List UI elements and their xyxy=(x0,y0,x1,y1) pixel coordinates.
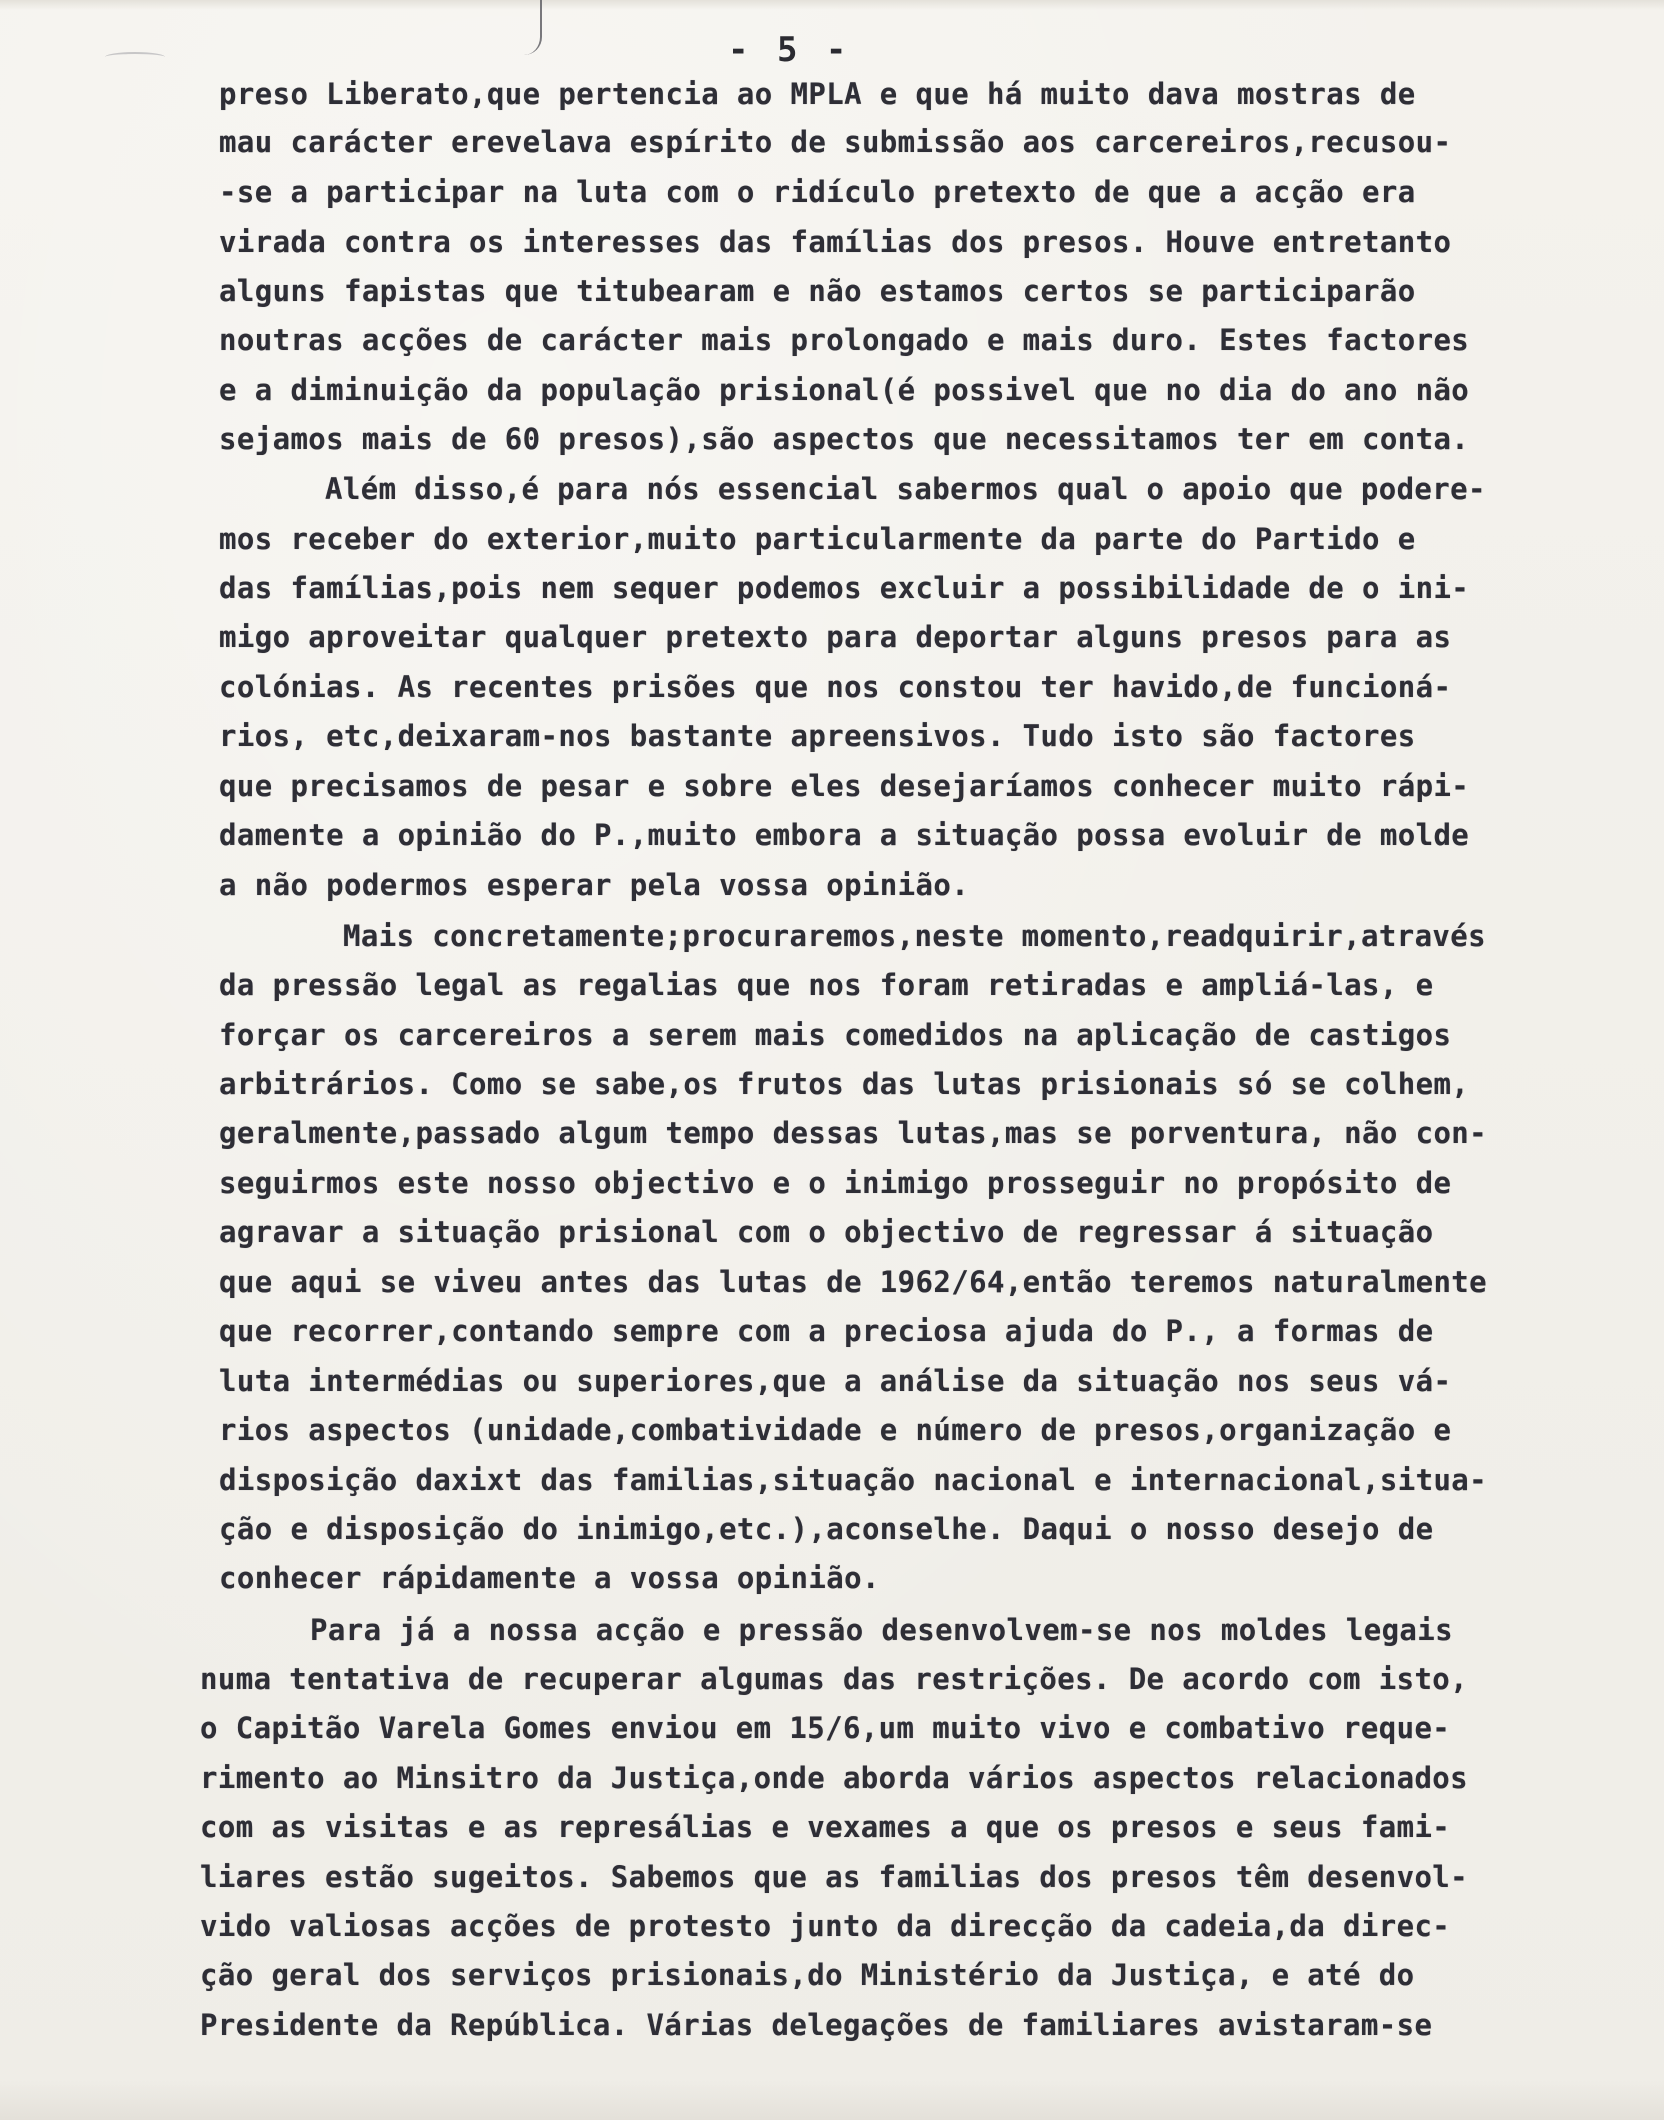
corner-smudge xyxy=(105,52,165,62)
text-line: colónias. As recentes prisões que nos constou ter havido,de funcioná- xyxy=(219,670,1452,704)
text-line: disposição daxixt das familias,situação nacional e internacional,situa- xyxy=(219,1463,1488,1497)
text-line: da pressão legal as regalias que nos foram retiradas e ampliá-las, e xyxy=(219,968,1434,1002)
text-line: liares estão sugeitos. Sabemos que as familias dos presos têm desenvol- xyxy=(200,1860,1469,1894)
text-line: seguirmos este nosso objectivo e o inimigo prosseguir no propósito de xyxy=(219,1166,1452,1200)
text-line: das famílias,pois nem sequer podemos excluir a possibilidade de o ini- xyxy=(219,571,1470,605)
text-line: Mais concretamente;procuraremos,neste momento,readquirir,através xyxy=(343,919,1487,953)
text-line: a não podermos esperar pela vossa opinião. xyxy=(219,868,970,902)
text-line: conhecer rápidamente a vossa opinião. xyxy=(219,1561,880,1595)
text-line: rios aspectos (unidade,combatividade e número de presos,organização e xyxy=(219,1413,1452,1447)
text-line: e a diminuição da população prisional(é possivel que no dia do ano não xyxy=(219,373,1470,407)
text-line: preso Liberato,que pertencia ao MPLA e que há muito dava mostras de xyxy=(219,77,1416,111)
text-line: que recorrer,contando sempre com a preciosa ajuda do P., a formas de xyxy=(219,1314,1434,1348)
text-line: geralmente,passado algum tempo dessas lutas,mas se porventura, não con- xyxy=(219,1116,1488,1150)
text-line: Além disso,é para nós essencial sabermos qual o apoio que podere- xyxy=(325,472,1486,506)
text-line: agravar a situação prisional com o objectivo de regressar á situação xyxy=(219,1215,1434,1249)
text-line: migo aproveitar qualquer pretexto para deportar alguns presos para as xyxy=(219,620,1452,654)
text-line: ção e disposição do inimigo,etc.),aconselhe. Daqui o nosso desejo de xyxy=(219,1512,1434,1546)
text-line: virada contra os interesses das famílias dos presos. Houve entretanto xyxy=(219,225,1452,259)
text-line: alguns fapistas que titubearam e não estamos certos se participarão xyxy=(219,274,1416,308)
text-line: forçar os carcereiros a serem mais comedidos na aplicação de castigos xyxy=(219,1018,1452,1052)
text-line: que precisamos de pesar e sobre eles desejaríamos conhecer muito rápi- xyxy=(219,769,1470,803)
text-line: que aqui se viveu antes das lutas de 1962/64,então teremos naturalmente xyxy=(219,1265,1488,1299)
text-line: com as visitas e as represálias e vexames a que os presos e seus fami- xyxy=(200,1810,1451,1844)
text-line: noutras acções de carácter mais prolongado e mais duro. Estes factores xyxy=(219,323,1470,357)
text-line: mos receber do exterior,muito particularmente da parte do Partido e xyxy=(219,522,1416,556)
text-line: Presidente da República. Várias delegações de familiares avistaram-se xyxy=(200,2008,1433,2042)
pen-mark xyxy=(520,0,542,55)
page-top-edge xyxy=(0,0,1664,10)
text-line: sejamos mais de 60 presos),são aspectos que necessitamos ter em conta. xyxy=(219,422,1470,456)
text-line: -se a participar na luta com o ridículo pretexto de que a acção era xyxy=(219,175,1416,209)
text-line: arbitrários. Como se sabe,os frutos das lutas prisionais só se colhem, xyxy=(219,1067,1470,1101)
page-number: - 5 - xyxy=(728,30,851,70)
text-line: rios, etc,deixaram-nos bastante apreensivos. Tudo isto são factores xyxy=(219,719,1416,753)
text-line: Para já a nossa acção e pressão desenvolvem-se nos moldes legais xyxy=(310,1613,1454,1647)
text-line: mau carácter erevelava espírito de submissão aos carcereiros,recusou- xyxy=(219,125,1452,159)
page-bottom-shade xyxy=(0,2080,1664,2120)
text-line: rimento ao Minsitro da Justiça,onde aborda vários aspectos relacionados xyxy=(200,1761,1469,1795)
text-line: o Capitão Varela Gomes enviou em 15/6,um muito vivo e combativo reque- xyxy=(200,1711,1451,1745)
text-line: luta intermédias ou superiores,que a análise da situação nos seus vá- xyxy=(219,1364,1452,1398)
text-line: numa tentativa de recuperar algumas das restrições. De acordo com isto, xyxy=(200,1662,1469,1696)
text-line: ção geral dos serviços prisionais,do Ministério da Justiça, e até do xyxy=(200,1958,1415,1992)
text-line: vido valiosas acções de protesto junto da direcção da cadeia,da direc- xyxy=(200,1909,1451,1943)
text-line: damente a opinião do P.,muito embora a situação possa evoluir de molde xyxy=(219,818,1470,852)
